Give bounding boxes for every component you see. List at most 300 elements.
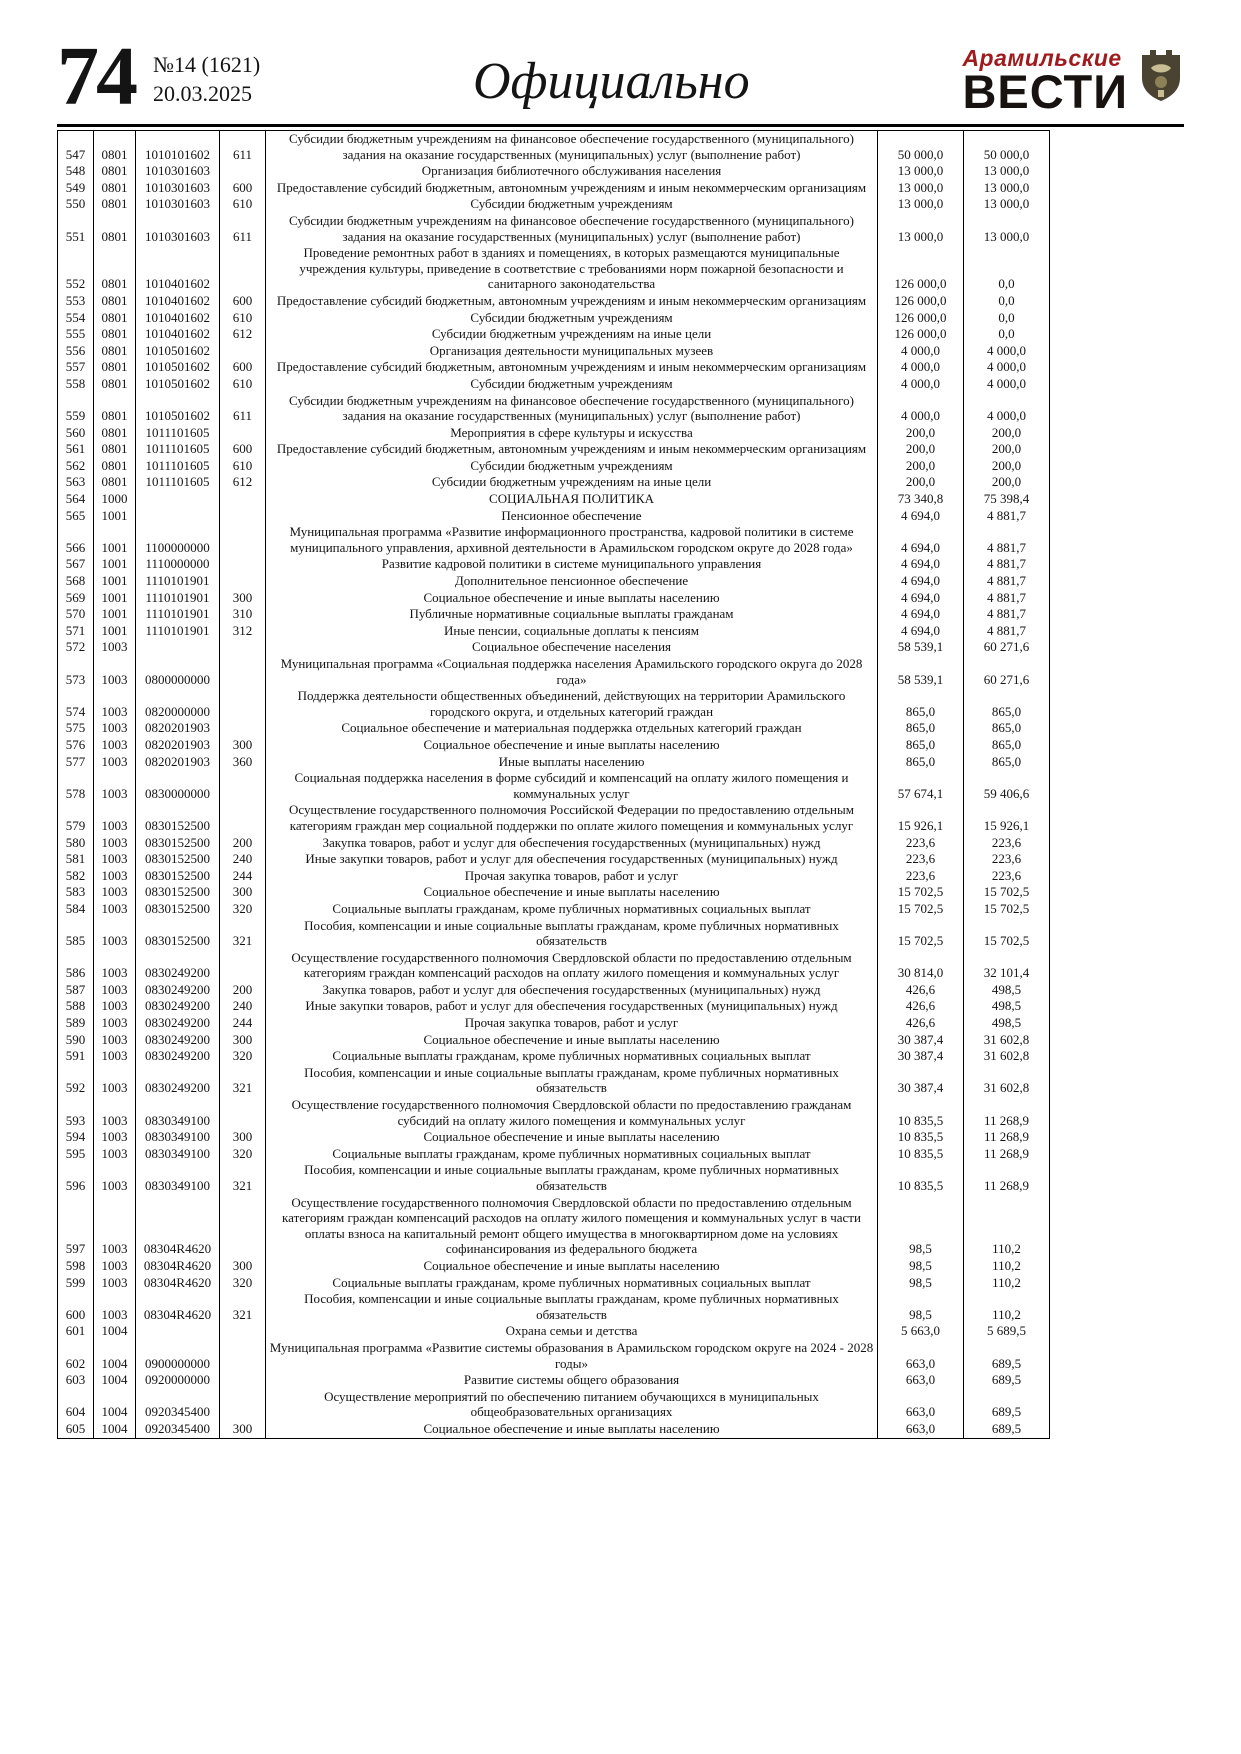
table-row bbox=[58, 474, 1050, 491]
table-row bbox=[58, 590, 1050, 607]
row-number-cell: 590 bbox=[58, 1032, 94, 1049]
table-row bbox=[58, 1195, 1050, 1258]
amount-plan-cell: 60 271,6 bbox=[964, 639, 1050, 656]
expense-type-cell: 240 bbox=[220, 851, 266, 868]
issue-date: 20.03.2025 bbox=[153, 81, 252, 106]
target-article-cell: 0830249200 bbox=[136, 1065, 220, 1097]
name-cell: Публичные нормативные социальные выплаты гражданам bbox=[266, 606, 878, 623]
section-code-cell: 1004 bbox=[94, 1323, 136, 1340]
amount-plan-cell: 110,2 bbox=[964, 1195, 1050, 1258]
target-article-cell: 0900000000 bbox=[136, 1340, 220, 1372]
target-article-cell: 1010501602 bbox=[136, 393, 220, 425]
row-number-cell: 593 bbox=[58, 1097, 94, 1129]
amount-current-cell: 126 000,0 bbox=[878, 293, 964, 310]
name-cell: Мероприятия в сфере культуры и искусства bbox=[266, 425, 878, 442]
amount-plan-cell: 31 602,8 bbox=[964, 1048, 1050, 1065]
table-row bbox=[58, 754, 1050, 771]
amount-plan-cell: 0,0 bbox=[964, 326, 1050, 343]
section-code-cell: 0801 bbox=[94, 474, 136, 491]
target-article-cell: 0830349100 bbox=[136, 1129, 220, 1146]
expense-type-cell: 600 bbox=[220, 441, 266, 458]
section-code-cell: 1003 bbox=[94, 835, 136, 852]
target-article-cell: 1010501602 bbox=[136, 359, 220, 376]
page-number: 74 bbox=[57, 30, 135, 123]
name-cell: Социальное обеспечение и иные выплаты населению bbox=[266, 1032, 878, 1049]
target-article-cell: 1010301603 bbox=[136, 213, 220, 245]
amount-plan-cell: 498,5 bbox=[964, 1015, 1050, 1032]
row-number-cell: 597 bbox=[58, 1195, 94, 1258]
row-number-cell: 561 bbox=[58, 441, 94, 458]
target-article-cell bbox=[136, 491, 220, 508]
amount-plan-cell: 865,0 bbox=[964, 754, 1050, 771]
target-article-cell: 0830249200 bbox=[136, 1048, 220, 1065]
expense-type-cell bbox=[220, 1323, 266, 1340]
expense-type-cell: 312 bbox=[220, 623, 266, 640]
amount-plan-cell: 0,0 bbox=[964, 245, 1050, 293]
name-cell: Осуществление государственного полномочия Свердловской области по предоставлению отдельным категориям граждан компенсаций расходов на оплату жилого помещения и коммунальных услуг bbox=[266, 950, 878, 982]
expense-type-cell bbox=[220, 524, 266, 556]
amount-plan-cell: 0,0 bbox=[964, 293, 1050, 310]
name-cell: Социальное обеспечение и материальная поддержка отдельных категорий граждан bbox=[266, 720, 878, 737]
target-article-cell: 0830152500 bbox=[136, 835, 220, 852]
row-number-cell: 592 bbox=[58, 1065, 94, 1097]
table-row bbox=[58, 606, 1050, 623]
name-cell: Социальная поддержка населения в форме субсидий и компенсаций на оплату жилого помещения и коммунальных услуг bbox=[266, 770, 878, 802]
amount-current-cell: 865,0 bbox=[878, 720, 964, 737]
name-cell: Социальное обеспечение и иные выплаты населению bbox=[266, 1421, 878, 1438]
table-row bbox=[58, 868, 1050, 885]
amount-current-cell: 57 674,1 bbox=[878, 770, 964, 802]
name-cell: Муниципальная программа «Развитие информационного пространства, кадровой политики в системе муниципального управления, архивной деятельности в Арамильском городском округе до 2028 года» bbox=[266, 524, 878, 556]
section-code-cell: 0801 bbox=[94, 293, 136, 310]
target-article-cell: 0830152500 bbox=[136, 802, 220, 834]
table-row bbox=[58, 1048, 1050, 1065]
section-code-cell: 1004 bbox=[94, 1421, 136, 1438]
expense-type-cell: 320 bbox=[220, 901, 266, 918]
amount-plan-cell: 223,6 bbox=[964, 851, 1050, 868]
target-article-cell: 1110101901 bbox=[136, 590, 220, 607]
expense-type-cell bbox=[220, 343, 266, 360]
row-number-cell: 574 bbox=[58, 688, 94, 720]
section-code-cell: 1001 bbox=[94, 573, 136, 590]
amount-plan-cell: 31 602,8 bbox=[964, 1032, 1050, 1049]
amount-current-cell: 13 000,0 bbox=[878, 196, 964, 213]
row-number-cell: 557 bbox=[58, 359, 94, 376]
name-cell: Муниципальная программа «Социальная поддержка населения Арамильского городского округа до 2028 года» bbox=[266, 656, 878, 688]
amount-current-cell: 98,5 bbox=[878, 1195, 964, 1258]
table-row bbox=[58, 1258, 1050, 1275]
section-code-cell: 1003 bbox=[94, 770, 136, 802]
amount-plan-cell: 689,5 bbox=[964, 1389, 1050, 1421]
row-number-cell: 569 bbox=[58, 590, 94, 607]
row-number-cell: 577 bbox=[58, 754, 94, 771]
target-article-cell: 0830152500 bbox=[136, 851, 220, 868]
name-cell: Пенсионное обеспечение bbox=[266, 508, 878, 525]
brand-wordmark-bottom: ВЕСТИ bbox=[962, 65, 1128, 118]
row-number-cell: 586 bbox=[58, 950, 94, 982]
expense-type-cell: 240 bbox=[220, 998, 266, 1015]
row-number-cell: 588 bbox=[58, 998, 94, 1015]
section-code-cell: 1004 bbox=[94, 1340, 136, 1372]
expense-type-cell: 320 bbox=[220, 1048, 266, 1065]
row-number-cell: 596 bbox=[58, 1162, 94, 1194]
budget-table bbox=[57, 130, 1050, 1439]
amount-plan-cell: 13 000,0 bbox=[964, 163, 1050, 180]
row-number-cell: 559 bbox=[58, 393, 94, 425]
name-cell: Субсидии бюджетным учреждениям на финансовое обеспечение государственного (муниципального) задания на оказание государственных (муниципальных) услуг (выполнение работ) bbox=[266, 393, 878, 425]
section-code-cell: 1003 bbox=[94, 918, 136, 950]
amount-current-cell: 223,6 bbox=[878, 851, 964, 868]
table-row bbox=[58, 131, 1050, 164]
amount-current-cell: 73 340,8 bbox=[878, 491, 964, 508]
name-cell: Субсидии бюджетным учреждениям bbox=[266, 376, 878, 393]
target-article-cell: 08304R4620 bbox=[136, 1275, 220, 1292]
table-row bbox=[58, 720, 1050, 737]
table-row bbox=[58, 884, 1050, 901]
row-number-cell: 575 bbox=[58, 720, 94, 737]
target-article-cell: 1010401602 bbox=[136, 326, 220, 343]
target-article-cell: 0830249200 bbox=[136, 982, 220, 999]
expense-type-cell bbox=[220, 770, 266, 802]
amount-current-cell: 4 694,0 bbox=[878, 606, 964, 623]
table-row bbox=[58, 918, 1050, 950]
expense-type-cell: 600 bbox=[220, 359, 266, 376]
amount-current-cell: 5 663,0 bbox=[878, 1323, 964, 1340]
amount-plan-cell: 13 000,0 bbox=[964, 213, 1050, 245]
row-number-cell: 573 bbox=[58, 656, 94, 688]
table-row bbox=[58, 656, 1050, 688]
name-cell: Социальные выплаты гражданам, кроме публичных нормативных социальных выплат bbox=[266, 1275, 878, 1292]
row-number-cell: 595 bbox=[58, 1146, 94, 1163]
row-number-cell: 599 bbox=[58, 1275, 94, 1292]
row-number-cell: 570 bbox=[58, 606, 94, 623]
target-article-cell: 1110101901 bbox=[136, 623, 220, 640]
table-row bbox=[58, 851, 1050, 868]
target-article-cell: 0800000000 bbox=[136, 656, 220, 688]
name-cell: Предоставление субсидий бюджетным, автономным учреждениям и иным некоммерческим организациям bbox=[266, 180, 878, 197]
name-cell: Дополнительное пенсионное обеспечение bbox=[266, 573, 878, 590]
issue-number: №14 (1621) bbox=[153, 52, 261, 77]
expense-type-cell: 600 bbox=[220, 180, 266, 197]
target-article-cell: 08304R4620 bbox=[136, 1258, 220, 1275]
name-cell: Субсидии бюджетным учреждениям bbox=[266, 458, 878, 475]
expense-type-cell bbox=[220, 556, 266, 573]
expense-type-cell: 611 bbox=[220, 131, 266, 164]
name-cell: Предоставление субсидий бюджетным, автономным учреждениям и иным некоммерческим организациям bbox=[266, 441, 878, 458]
name-cell: Предоставление субсидий бюджетным, автономным учреждениям и иным некоммерческим организациям bbox=[266, 359, 878, 376]
table-row bbox=[58, 901, 1050, 918]
brand-logo bbox=[962, 38, 1184, 118]
amount-plan-cell: 200,0 bbox=[964, 441, 1050, 458]
expense-type-cell: 321 bbox=[220, 1291, 266, 1323]
amount-plan-cell: 15 926,1 bbox=[964, 802, 1050, 834]
target-article-cell: 1010501602 bbox=[136, 343, 220, 360]
name-cell: Осуществление государственного полномочия Российской Федерации по предоставлению отдельным категориям граждан мер социальной поддержки по оплате жилого помещения и коммунальных услуг bbox=[266, 802, 878, 834]
amount-current-cell: 10 835,5 bbox=[878, 1129, 964, 1146]
expense-type-cell bbox=[220, 1195, 266, 1258]
target-article-cell bbox=[136, 639, 220, 656]
expense-type-cell: 610 bbox=[220, 376, 266, 393]
expense-type-cell: 321 bbox=[220, 1162, 266, 1194]
target-article-cell: 1011101605 bbox=[136, 458, 220, 475]
row-number-cell: 598 bbox=[58, 1258, 94, 1275]
amount-plan-cell: 11 268,9 bbox=[964, 1146, 1050, 1163]
amount-plan-cell: 865,0 bbox=[964, 720, 1050, 737]
amount-current-cell: 865,0 bbox=[878, 754, 964, 771]
name-cell: Проведение ремонтных работ в зданиях и помещениях, в которых размещаются муниципальные учреждения культуры, приведение в соответствие с требованиями норм пожарной безопасности и санитарного законодательства bbox=[266, 245, 878, 293]
table-row bbox=[58, 1129, 1050, 1146]
row-number-cell: 548 bbox=[58, 163, 94, 180]
section-code-cell: 0801 bbox=[94, 393, 136, 425]
table-row bbox=[58, 196, 1050, 213]
amount-plan-cell: 13 000,0 bbox=[964, 196, 1050, 213]
amount-plan-cell: 4 000,0 bbox=[964, 343, 1050, 360]
amount-current-cell: 200,0 bbox=[878, 425, 964, 442]
table-row bbox=[58, 508, 1050, 525]
target-article-cell: 1010301603 bbox=[136, 196, 220, 213]
target-article-cell: 1011101605 bbox=[136, 425, 220, 442]
table-row bbox=[58, 1421, 1050, 1438]
target-article-cell: 0820201903 bbox=[136, 720, 220, 737]
expense-type-cell bbox=[220, 573, 266, 590]
expense-type-cell bbox=[220, 163, 266, 180]
amount-plan-cell: 13 000,0 bbox=[964, 180, 1050, 197]
table-row bbox=[58, 770, 1050, 802]
target-article-cell: 1010401602 bbox=[136, 293, 220, 310]
amount-plan-cell: 15 702,5 bbox=[964, 918, 1050, 950]
amount-plan-cell: 865,0 bbox=[964, 737, 1050, 754]
row-number-cell: 600 bbox=[58, 1291, 94, 1323]
name-cell: Социальное обеспечение и иные выплаты населению bbox=[266, 590, 878, 607]
amount-current-cell: 200,0 bbox=[878, 458, 964, 475]
name-cell: Развитие кадровой политики в системе муниципального управления bbox=[266, 556, 878, 573]
table-row bbox=[58, 573, 1050, 590]
amount-current-cell: 58 539,1 bbox=[878, 656, 964, 688]
row-number-cell: 594 bbox=[58, 1129, 94, 1146]
table-row bbox=[58, 623, 1050, 640]
amount-plan-cell: 75 398,4 bbox=[964, 491, 1050, 508]
target-article-cell: 0830152500 bbox=[136, 884, 220, 901]
amount-current-cell: 4 694,0 bbox=[878, 556, 964, 573]
name-cell: Социальное обеспечение населения bbox=[266, 639, 878, 656]
row-number-cell: 547 bbox=[58, 131, 94, 164]
amount-plan-cell: 865,0 bbox=[964, 688, 1050, 720]
name-cell: Социальное обеспечение и иные выплаты населению bbox=[266, 1129, 878, 1146]
target-article-cell bbox=[136, 508, 220, 525]
table-row bbox=[58, 1389, 1050, 1421]
section-code-cell: 1003 bbox=[94, 1291, 136, 1323]
name-cell: Иные закупки товаров, работ и услуг для обеспечения государственных (муниципальных) нужд bbox=[266, 998, 878, 1015]
target-article-cell: 0830349100 bbox=[136, 1146, 220, 1163]
expense-type-cell: 300 bbox=[220, 1129, 266, 1146]
table-row bbox=[58, 213, 1050, 245]
expense-type-cell: 244 bbox=[220, 1015, 266, 1032]
section-code-cell: 0801 bbox=[94, 359, 136, 376]
target-article-cell: 1010301603 bbox=[136, 163, 220, 180]
expense-type-cell: 612 bbox=[220, 326, 266, 343]
section-code-cell: 1003 bbox=[94, 998, 136, 1015]
amount-current-cell: 4 694,0 bbox=[878, 524, 964, 556]
name-cell: Субсидии бюджетным учреждениям на иные цели bbox=[266, 326, 878, 343]
section-code-cell: 1003 bbox=[94, 656, 136, 688]
name-cell: Пособия, компенсации и иные социальные выплаты гражданам, кроме публичных нормативных обязательств bbox=[266, 918, 878, 950]
table-row bbox=[58, 556, 1050, 573]
table-row bbox=[58, 982, 1050, 999]
row-number-cell: 562 bbox=[58, 458, 94, 475]
target-article-cell: 0830152500 bbox=[136, 918, 220, 950]
amount-current-cell: 426,6 bbox=[878, 1015, 964, 1032]
name-cell: Субсидии бюджетным учреждениям на финансовое обеспечение государственного (муниципального) задания на оказание государственных (муниципальных) услуг (выполнение работ) bbox=[266, 213, 878, 245]
amount-plan-cell: 31 602,8 bbox=[964, 1065, 1050, 1097]
amount-current-cell: 200,0 bbox=[878, 441, 964, 458]
amount-current-cell: 223,6 bbox=[878, 835, 964, 852]
target-article-cell: 0920000000 bbox=[136, 1372, 220, 1389]
expense-type-cell bbox=[220, 802, 266, 834]
section-code-cell: 1001 bbox=[94, 556, 136, 573]
table-row bbox=[58, 245, 1050, 293]
amount-plan-cell: 11 268,9 bbox=[964, 1162, 1050, 1194]
amount-current-cell: 865,0 bbox=[878, 737, 964, 754]
amount-current-cell: 98,5 bbox=[878, 1258, 964, 1275]
amount-plan-cell: 4 000,0 bbox=[964, 359, 1050, 376]
section-code-cell: 1003 bbox=[94, 802, 136, 834]
expense-type-cell bbox=[220, 639, 266, 656]
amount-current-cell: 126 000,0 bbox=[878, 326, 964, 343]
amount-current-cell: 663,0 bbox=[878, 1389, 964, 1421]
section-code-cell: 1003 bbox=[94, 901, 136, 918]
amount-plan-cell: 110,2 bbox=[964, 1258, 1050, 1275]
row-number-cell: 564 bbox=[58, 491, 94, 508]
row-number-cell: 602 bbox=[58, 1340, 94, 1372]
amount-current-cell: 426,6 bbox=[878, 998, 964, 1015]
amount-plan-cell: 0,0 bbox=[964, 310, 1050, 327]
table-row bbox=[58, 343, 1050, 360]
target-article-cell: 0830249200 bbox=[136, 1015, 220, 1032]
amount-plan-cell: 689,5 bbox=[964, 1372, 1050, 1389]
row-number-cell: 578 bbox=[58, 770, 94, 802]
section-title: Официально bbox=[472, 53, 750, 110]
row-number-cell: 582 bbox=[58, 868, 94, 885]
section-code-cell: 1003 bbox=[94, 950, 136, 982]
section-code-cell: 1003 bbox=[94, 1048, 136, 1065]
row-number-cell: 591 bbox=[58, 1048, 94, 1065]
row-number-cell: 604 bbox=[58, 1389, 94, 1421]
name-cell: Пособия, компенсации и иные социальные выплаты гражданам, кроме публичных нормативных обязательств bbox=[266, 1065, 878, 1097]
expense-type-cell bbox=[220, 425, 266, 442]
amount-current-cell: 30 387,4 bbox=[878, 1032, 964, 1049]
row-number-cell: 576 bbox=[58, 737, 94, 754]
amount-current-cell: 10 835,5 bbox=[878, 1162, 964, 1194]
target-article-cell: 1010501602 bbox=[136, 376, 220, 393]
expense-type-cell: 321 bbox=[220, 918, 266, 950]
table-row bbox=[58, 1146, 1050, 1163]
section-code-cell: 0801 bbox=[94, 376, 136, 393]
amount-plan-cell: 11 268,9 bbox=[964, 1097, 1050, 1129]
amount-current-cell: 15 702,5 bbox=[878, 884, 964, 901]
amount-current-cell: 4 694,0 bbox=[878, 623, 964, 640]
section-code-cell: 0801 bbox=[94, 163, 136, 180]
name-cell: Предоставление субсидий бюджетным, автономным учреждениям и иным некоммерческим организациям bbox=[266, 293, 878, 310]
table-row bbox=[58, 163, 1050, 180]
target-article-cell: 0920345400 bbox=[136, 1421, 220, 1438]
section-code-cell: 1003 bbox=[94, 754, 136, 771]
amount-current-cell: 663,0 bbox=[878, 1372, 964, 1389]
amount-plan-cell: 110,2 bbox=[964, 1275, 1050, 1292]
name-cell: Субсидии бюджетным учреждениям на иные цели bbox=[266, 474, 878, 491]
expense-type-cell bbox=[220, 491, 266, 508]
target-article-cell: 0820000000 bbox=[136, 688, 220, 720]
amount-plan-cell: 498,5 bbox=[964, 982, 1050, 999]
section-code-cell: 1001 bbox=[94, 508, 136, 525]
amount-current-cell: 13 000,0 bbox=[878, 163, 964, 180]
row-number-cell: 565 bbox=[58, 508, 94, 525]
section-code-cell: 1003 bbox=[94, 1162, 136, 1194]
amount-plan-cell: 689,5 bbox=[964, 1340, 1050, 1372]
expense-type-cell: 610 bbox=[220, 310, 266, 327]
target-article-cell: 1110000000 bbox=[136, 556, 220, 573]
target-article-cell: 1011101605 bbox=[136, 474, 220, 491]
name-cell: Иные закупки товаров, работ и услуг для обеспечения государственных (муниципальных) нужд bbox=[266, 851, 878, 868]
name-cell: Закупка товаров, работ и услуг для обеспечения государственных (муниципальных) нужд bbox=[266, 982, 878, 999]
table-row bbox=[58, 425, 1050, 442]
row-number-cell: 579 bbox=[58, 802, 94, 834]
expense-type-cell: 200 bbox=[220, 835, 266, 852]
table-row bbox=[58, 950, 1050, 982]
amount-current-cell: 4 000,0 bbox=[878, 359, 964, 376]
amount-plan-cell: 4 000,0 bbox=[964, 376, 1050, 393]
table-row bbox=[58, 998, 1050, 1015]
target-article-cell: 0830152500 bbox=[136, 868, 220, 885]
amount-current-cell: 10 835,5 bbox=[878, 1097, 964, 1129]
section-code-cell: 1003 bbox=[94, 639, 136, 656]
section-code-cell: 1003 bbox=[94, 1258, 136, 1275]
amount-plan-cell: 689,5 bbox=[964, 1421, 1050, 1438]
section-code-cell: 0801 bbox=[94, 458, 136, 475]
section-code-cell: 0801 bbox=[94, 343, 136, 360]
section-code-cell: 0801 bbox=[94, 196, 136, 213]
name-cell: Социальное обеспечение и иные выплаты населению bbox=[266, 1258, 878, 1275]
name-cell: Социальное обеспечение и иные выплаты населению bbox=[266, 884, 878, 901]
amount-plan-cell: 5 689,5 bbox=[964, 1323, 1050, 1340]
name-cell: Муниципальная программа «Развитие системы образования в Арамильском городском округе на 2024 - 2028 годы» bbox=[266, 1340, 878, 1372]
table-row bbox=[58, 359, 1050, 376]
table-row bbox=[58, 1015, 1050, 1032]
row-number-cell: 603 bbox=[58, 1372, 94, 1389]
amount-plan-cell: 4 881,7 bbox=[964, 524, 1050, 556]
amount-current-cell: 15 702,5 bbox=[878, 901, 964, 918]
name-cell: Поддержка деятельности общественных объединений, действующих на территории Арамильского городского округа, и отдельных категорий граждан bbox=[266, 688, 878, 720]
amount-plan-cell: 59 406,6 bbox=[964, 770, 1050, 802]
table-row bbox=[58, 737, 1050, 754]
table-row bbox=[58, 393, 1050, 425]
amount-plan-cell: 223,6 bbox=[964, 868, 1050, 885]
name-cell: Социальное обеспечение и иные выплаты населению bbox=[266, 737, 878, 754]
amount-plan-cell: 498,5 bbox=[964, 998, 1050, 1015]
amount-plan-cell: 15 702,5 bbox=[964, 884, 1050, 901]
table-row bbox=[58, 458, 1050, 475]
name-cell: Прочая закупка товаров, работ и услуг bbox=[266, 868, 878, 885]
section-code-cell: 0801 bbox=[94, 180, 136, 197]
amount-plan-cell: 60 271,6 bbox=[964, 656, 1050, 688]
row-number-cell: 585 bbox=[58, 918, 94, 950]
expense-type-cell bbox=[220, 950, 266, 982]
name-cell: Социальные выплаты гражданам, кроме публичных нормативных социальных выплат bbox=[266, 1048, 878, 1065]
name-cell: Организация деятельности муниципальных музеев bbox=[266, 343, 878, 360]
table-row bbox=[58, 1291, 1050, 1323]
expense-type-cell bbox=[220, 1340, 266, 1372]
target-article-cell: 1110101901 bbox=[136, 573, 220, 590]
expense-type-cell: 321 bbox=[220, 1065, 266, 1097]
